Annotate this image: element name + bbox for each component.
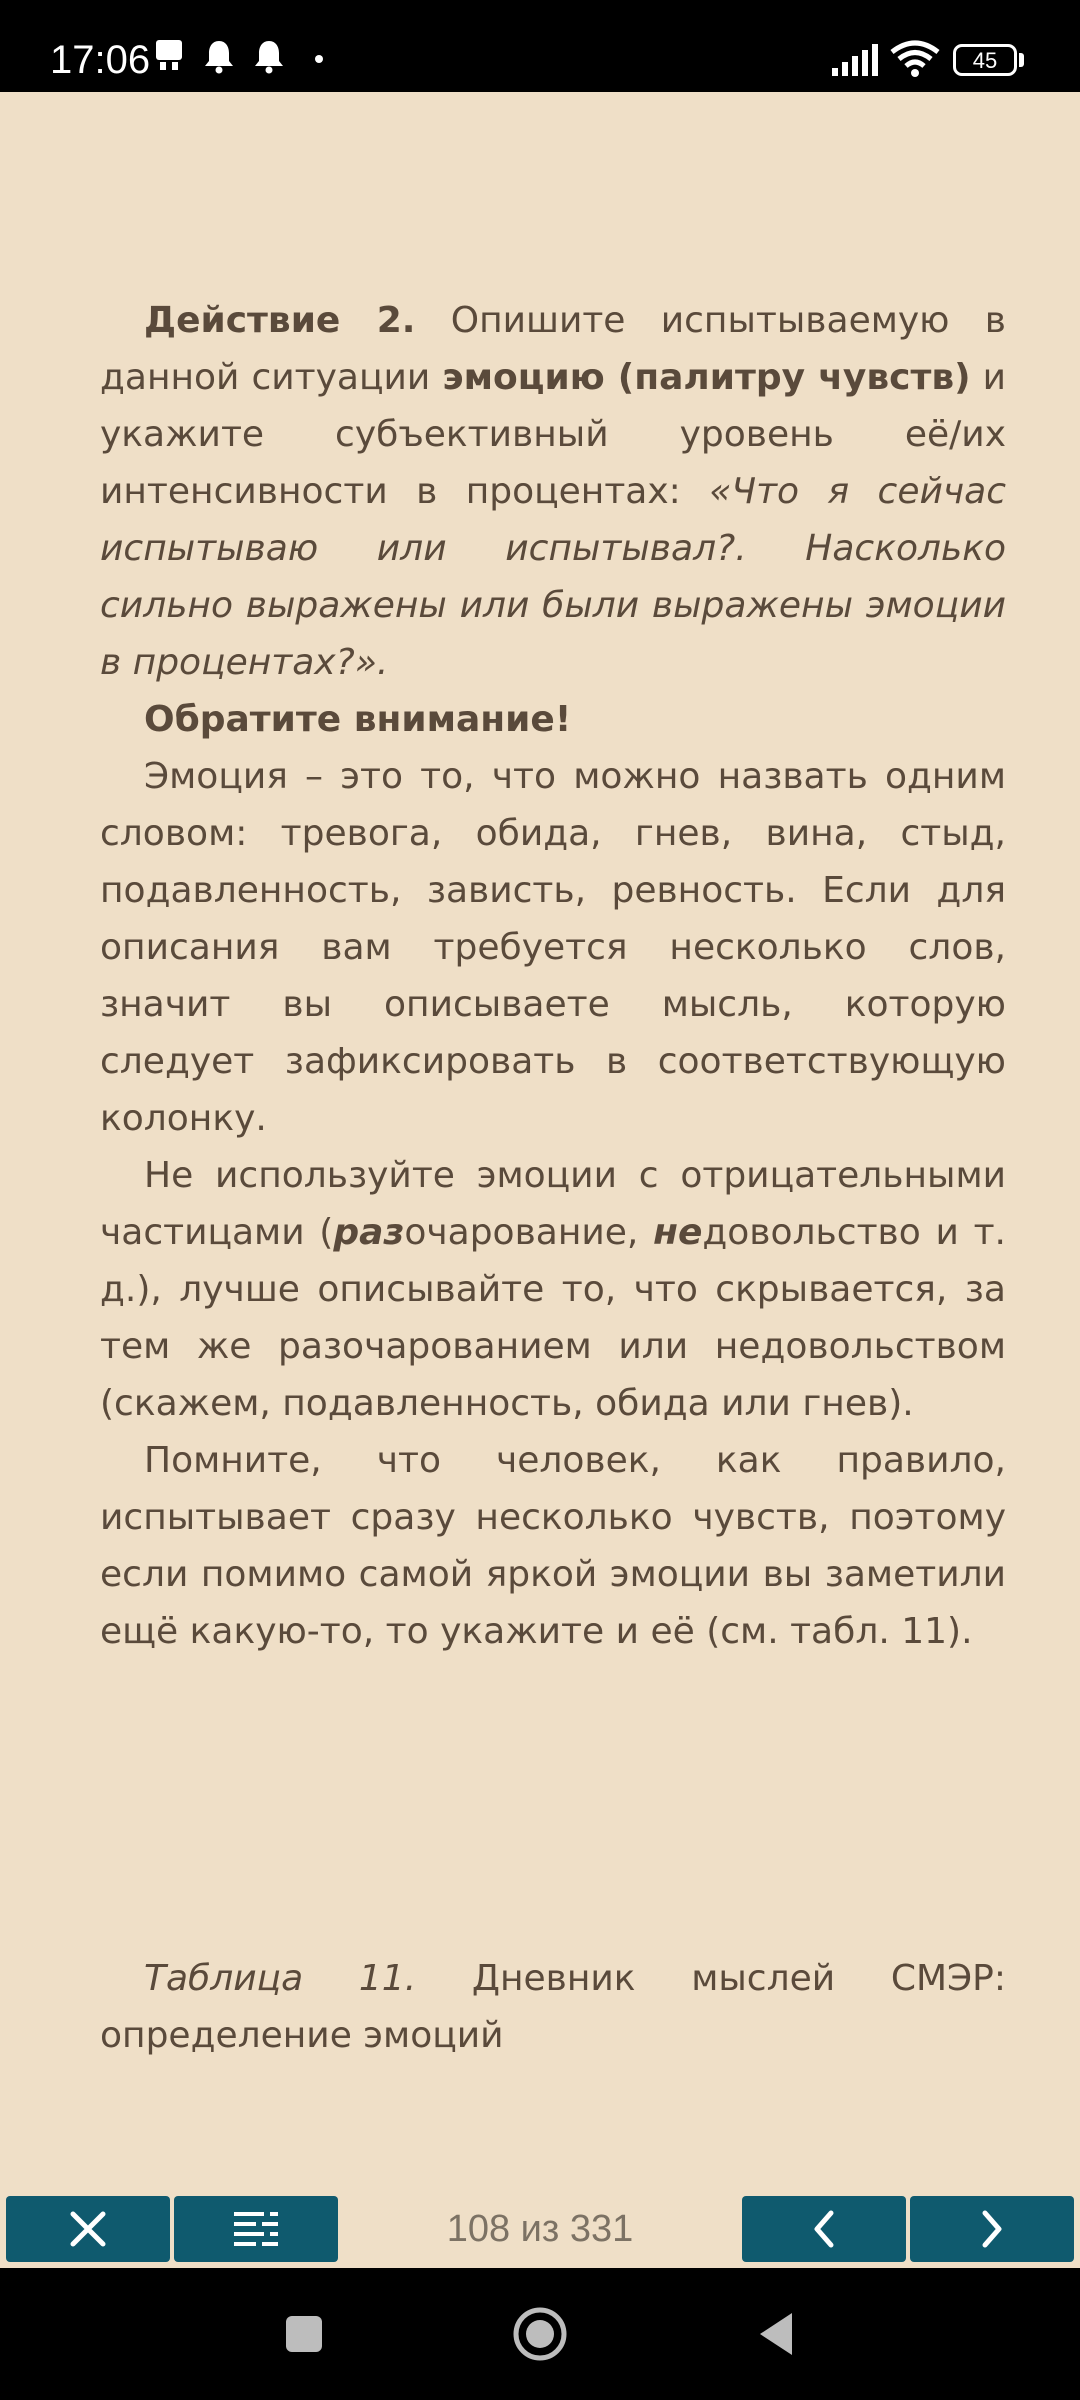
- notification-app-icon: [152, 38, 188, 72]
- triangle-back-icon: [756, 2311, 796, 2357]
- table-of-contents-button[interactable]: [174, 2196, 338, 2262]
- back-button[interactable]: [716, 2268, 836, 2400]
- caption-text: Дневник мыслей СМЭР: определение эмоций: [100, 1958, 1006, 2056]
- paragraph-negative-particles: [100, 1147, 1006, 1432]
- signal-icon: [830, 44, 880, 76]
- page-indicator: 108 из 331: [446, 2207, 634, 2250]
- close-icon: [68, 2209, 108, 2249]
- text-run: Не используйте эмоции с отрицательными частицами (: [100, 1155, 1006, 1253]
- square-recents-icon: [284, 2314, 324, 2354]
- table-caption: [100, 1950, 1006, 2064]
- paragraph-emotion-definition: Эмоция – это то, что можно назвать одним словом: тревога, обида, гнев, вина, стыд, подавленность, зависть, ревность. Если для описания вам требуется несколько слов, значит вы описываете мысль, которую следует зафиксировать в соответствующую колонку.: [100, 756, 1006, 1139]
- close-button[interactable]: [6, 2196, 170, 2262]
- wifi-icon: [890, 40, 940, 78]
- battery-tip: [1019, 53, 1024, 67]
- home-button[interactable]: [480, 2268, 600, 2400]
- recents-button[interactable]: [244, 2268, 364, 2400]
- caption-label: Таблица 11.: [144, 1958, 417, 1999]
- emphasis-ne: не: [653, 1212, 703, 1253]
- previous-page-button[interactable]: [742, 2196, 906, 2262]
- action-heading: Действие 2.: [144, 300, 416, 341]
- paragraph-action: [100, 292, 1006, 691]
- battery-icon: 45: [953, 44, 1017, 76]
- book-page-text: [100, 292, 1006, 1660]
- quote-italic: «Что я сейчас испытываю или испытывал?. Насколько сильно выражены или были выражены эмоции в процентах?».: [100, 471, 1006, 683]
- next-page-button[interactable]: [910, 2196, 1074, 2262]
- status-time: 17:06: [50, 38, 151, 82]
- circle-home-icon: [512, 2306, 568, 2362]
- text-run: и укажите субъективный уровень её/их интенсивности в процентах:: [100, 357, 1006, 512]
- list-icon: [234, 2210, 278, 2248]
- paragraph-remember: Помните, что человек, как правило, испытывает сразу несколько чувств, поэтому если помимо самой яркой эмоции вы заметили ещё какую-то, то укажите и её (см. табл. 11).: [100, 1440, 1006, 1652]
- emphasis-raz: раз: [333, 1212, 405, 1253]
- system-navigation-bar: [0, 2268, 1080, 2400]
- bell-icon: [202, 38, 236, 74]
- text-run: Опишите испытываемую в данной ситуации: [100, 300, 1006, 398]
- dot-icon: [314, 54, 324, 64]
- reader-toolbar: [0, 2196, 1080, 2266]
- text-run: довольство и т. д.), лучше описывайте то, что скрывается, за тем же разочарованием или недовольством (скажем, подавленность, обида или гнев).: [100, 1212, 1006, 1424]
- chevron-left-icon: [809, 2209, 839, 2249]
- text-run: очарование,: [404, 1212, 654, 1253]
- paragraph-attention: [100, 691, 1006, 748]
- status-bar: [0, 0, 1080, 92]
- chevron-right-icon: [977, 2209, 1007, 2249]
- bell-icon: [252, 38, 286, 74]
- attention-heading: Обратите внимание!: [144, 699, 572, 740]
- emotion-bold: эмоцию (палитру чувств): [442, 357, 971, 398]
